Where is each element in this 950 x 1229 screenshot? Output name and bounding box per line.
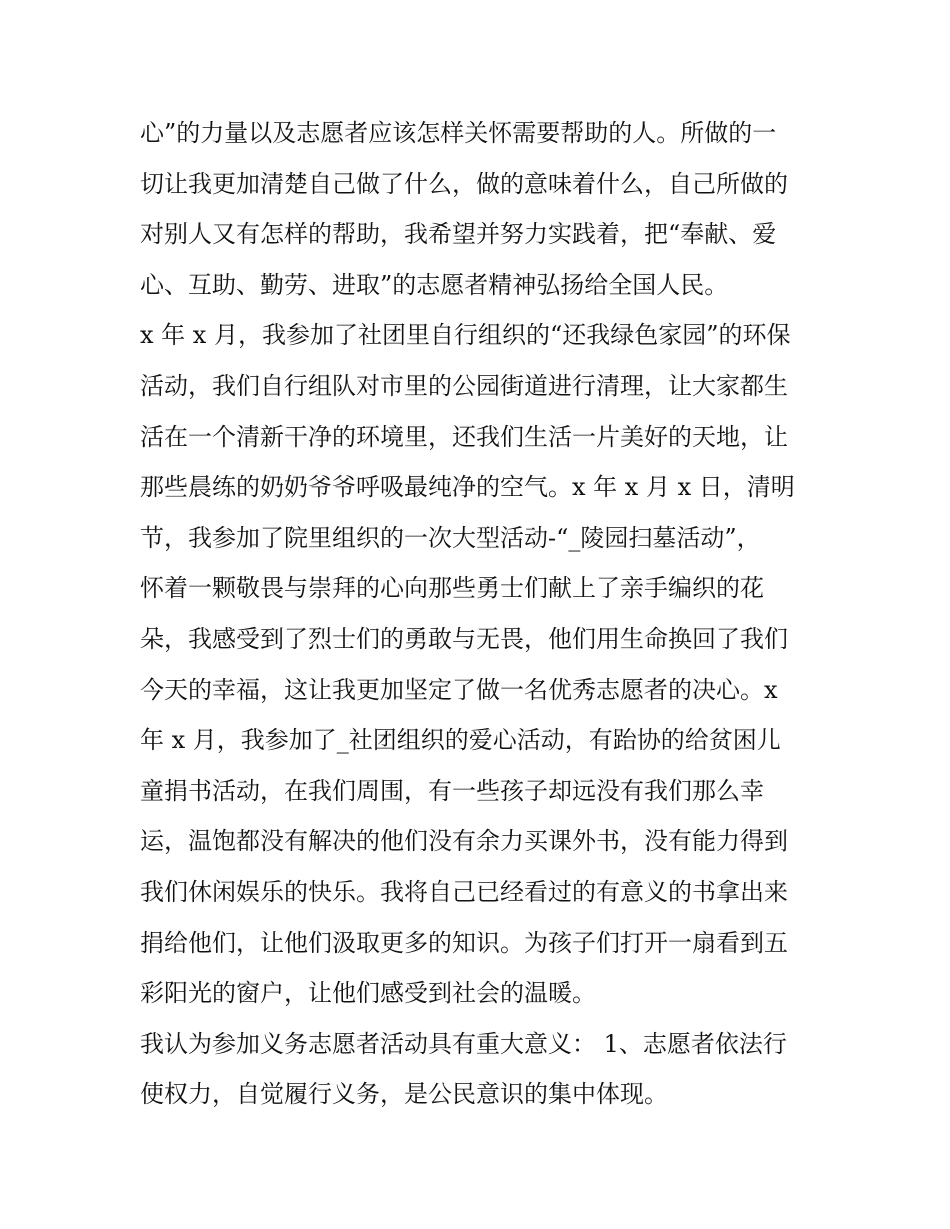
- text-line: 使权力，自觉履行义务，是公民意识的集中体现。: [140, 1080, 668, 1109]
- text-line: 我们休闲娱乐的快乐。我将自己已经看过的有意义的书拿出来: [140, 877, 788, 906]
- text-line: 节，我参加了院里组织的一次大型活动-“_陵园扫墓活动”，: [140, 523, 761, 552]
- text-line: 朵，我感受到了烈士们的勇敢与无畏，他们用生命换回了我们: [140, 624, 788, 653]
- text-line: 心”的力量以及志愿者应该怎样关怀需要帮助的人。所做的一: [140, 119, 777, 147]
- text-line: 活动，我们自行组队对市里的公园街道进行清理，让大家都生: [140, 371, 788, 400]
- text-line: 年 x 月，我参加了_社团组织的爱心活动，有跆协的给贫困儿: [140, 726, 781, 755]
- text-line: x 年 x 月，我参加了社团里自行组织的“还我绿色家园”的环保: [140, 321, 791, 350]
- text-line: 彩阳光的窗户，让他们感受到社会的温暖。: [140, 979, 596, 1008]
- text-line: 今天的幸福，这让我更加坚定了做一名优秀志愿者的决心。x: [140, 675, 778, 704]
- text-line: 运，温饱都没有解决的他们没有余力买课外书，没有能力得到: [140, 827, 788, 856]
- text-line: 切让我更加清楚自己做了什么，做的意味着什么，自己所做的: [140, 169, 788, 198]
- text-line: 那些晨练的奶奶爷爷呼吸最纯净的空气。x 年 x 月 x 日，清明: [140, 473, 795, 502]
- text-line: 童捐书活动，在我们周围，有一些孩子却远没有我们那么幸: [140, 776, 764, 805]
- text-line: 我认为参加义务志愿者活动具有重大意义： 1、志愿者依法行: [140, 1029, 787, 1058]
- text-line: 怀着一颗敬畏与崇拜的心向那些勇士们献上了亲手编织的花: [140, 574, 764, 603]
- document-body: [140, 108, 820, 1120]
- text-line: 活在一个清新干净的环境里，还我们生活一片美好的天地，让: [140, 422, 788, 451]
- text-line: 对别人又有怎样的帮助，我希望并努力实践着，把“奉献、爱: [140, 220, 777, 249]
- text-line: 心、互助、勤劳、进取”的志愿者精神弘扬给全国人民。: [140, 270, 729, 299]
- text-line: 捐给他们，让他们汲取更多的知识。为孩子们打开一扇看到五: [140, 928, 788, 957]
